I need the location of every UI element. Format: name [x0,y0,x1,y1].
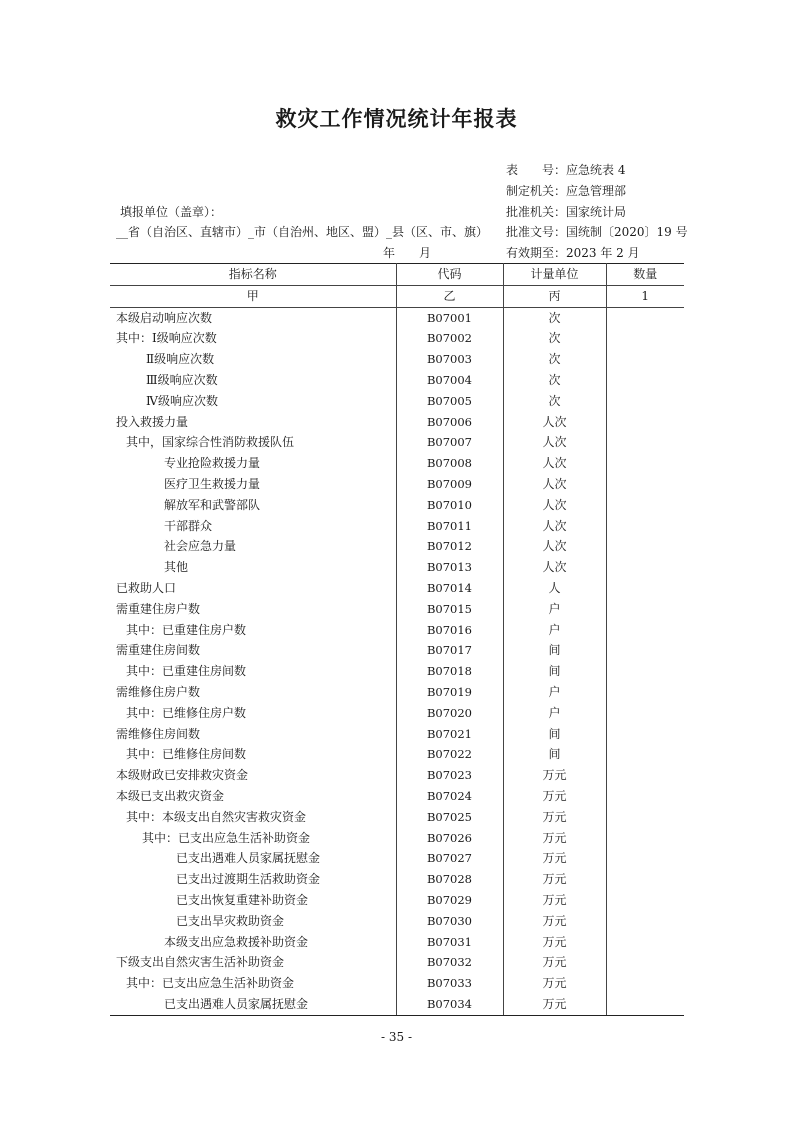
table-row [110,328,684,349]
indicator-name: 其中：已支出应急生活补助资金 [110,973,396,994]
indicator-unit: 间 [503,724,606,745]
indicator-name: 其他 [110,557,396,578]
approving-org: 批准机关：国家统计局 [506,205,627,219]
table-row [110,932,684,953]
quantity-cell[interactable] [606,848,684,869]
indicator-unit: 次 [503,391,606,412]
header-indicator: 指标名称 [110,264,396,286]
table-row [110,765,684,786]
quantity-cell[interactable] [606,516,684,537]
indicator-name: 干部群众 [110,516,396,537]
indicator-name: 已支出遇难人员家属抚慰金 [110,994,396,1015]
indicator-code: B07010 [396,495,503,516]
quantity-cell[interactable] [606,370,684,391]
indicator-code: B07018 [396,661,503,682]
table-row [110,786,684,807]
indicator-name: 需维修住房间数 [110,724,396,745]
table-row [110,828,684,849]
report-title: 救灾工作情况统计年报表 [275,106,518,131]
quantity-cell[interactable] [606,973,684,994]
indicator-unit: 次 [503,349,606,370]
table-row [110,661,684,682]
table-row [110,453,684,474]
table-row [110,640,684,661]
indicator-unit: 人次 [503,432,606,453]
indicator-name: 专业抢险救援力量 [110,453,396,474]
indicator-name: 已支出恢复重建补助资金 [110,890,396,911]
indicator-unit: 户 [503,703,606,724]
indicator-unit: 万元 [503,848,606,869]
indicator-name: 其中：已重建住房户数 [110,620,396,641]
table-row [110,620,684,641]
indicator-code: B07029 [396,890,503,911]
indicator-code: B07013 [396,557,503,578]
subheader-quantity: 1 [606,285,684,307]
indicator-unit: 万元 [503,807,606,828]
form-number: 表 号：应急统表 4 [506,163,626,177]
indicator-unit: 万元 [503,786,606,807]
indicator-name: 本级启动响应次数 [110,307,396,328]
table-row [110,911,684,932]
indicator-unit: 人次 [503,474,606,495]
quantity-cell[interactable] [606,890,684,911]
indicator-code: B07025 [396,807,503,828]
quantity-cell[interactable] [606,640,684,661]
indicator-unit: 人次 [503,453,606,474]
table-row [110,869,684,890]
header-quantity: 数量 [606,264,684,286]
indicator-code: B07004 [396,370,503,391]
indicator-unit: 次 [503,370,606,391]
indicator-name: 下级支出自然灾害生活补助资金 [110,952,396,973]
indicator-name: 本级支出应急救援补助资金 [110,932,396,953]
quantity-cell[interactable] [606,578,684,599]
indicator-name: 已支出遇难人员家属抚慰金 [110,848,396,869]
indicator-name: 需重建住房间数 [110,640,396,661]
indicator-name: 需重建住房户数 [110,599,396,620]
table-row [110,370,684,391]
indicator-code: B07014 [396,578,503,599]
indicator-name: Ⅲ级响应次数 [110,370,396,391]
quantity-cell[interactable] [606,307,684,328]
table-row [110,994,684,1015]
indicator-code: B07009 [396,474,503,495]
indicator-name: 本级财政已安排救灾资金 [110,765,396,786]
indicator-unit: 人次 [503,495,606,516]
indicator-name: 已支出过渡期生活救助资金 [110,869,396,890]
indicator-unit: 万元 [503,932,606,953]
table-row [110,412,684,433]
year-month-label: 年 月 [383,246,432,260]
indicator-unit: 万元 [503,911,606,932]
quantity-cell[interactable] [606,453,684,474]
indicator-name: 解放军和武警部队 [110,495,396,516]
indicator-code: B07001 [396,307,503,328]
indicator-unit: 万元 [503,869,606,890]
quantity-cell[interactable] [606,994,684,1015]
indicator-code: B07006 [396,412,503,433]
quantity-cell[interactable] [606,328,684,349]
subheader-indicator: 甲 [110,285,396,307]
quantity-cell[interactable] [606,474,684,495]
indicator-name: Ⅳ级响应次数 [110,391,396,412]
quantity-cell[interactable] [606,620,684,641]
indicator-unit: 人次 [503,557,606,578]
quantity-cell[interactable] [606,828,684,849]
quantity-cell[interactable] [606,536,684,557]
indicator-code: B07032 [396,952,503,973]
indicator-name: Ⅱ级响应次数 [110,349,396,370]
table-row [110,307,684,328]
quantity-cell[interactable] [606,744,684,765]
indicator-name: 已支出旱灾救助资金 [110,911,396,932]
indicator-unit: 间 [503,744,606,765]
issuing-org: 制定机关：应急管理部 [506,184,627,198]
indicator-unit: 人次 [503,536,606,557]
quantity-cell[interactable] [606,432,684,453]
indicator-name: 其中：已维修住房户数 [110,703,396,724]
indicator-code: B07021 [396,724,503,745]
quantity-cell[interactable] [606,724,684,745]
page-number: - 35 - [380,1030,412,1044]
indicator-name: 其中：本级支出自然灾害救灾资金 [110,807,396,828]
indicator-unit: 次 [503,328,606,349]
table-row [110,516,684,537]
indicator-code: B07033 [396,973,503,994]
statistics-table [110,263,684,1016]
table-row [110,474,684,495]
quantity-cell[interactable] [606,391,684,412]
indicator-name: 其中：已重建住房间数 [110,661,396,682]
indicator-unit: 万元 [503,973,606,994]
quantity-cell[interactable] [606,786,684,807]
indicator-name: 社会应急力量 [110,536,396,557]
quantity-cell[interactable] [606,703,684,724]
table-row [110,703,684,724]
indicator-code: B07011 [396,516,503,537]
quantity-cell[interactable] [606,599,684,620]
indicator-unit: 万元 [503,994,606,1015]
table-row [110,744,684,765]
quantity-cell[interactable] [606,807,684,828]
indicator-name: 其中：已支出应急生活补助资金 [110,828,396,849]
indicator-name: 需维修住房户数 [110,682,396,703]
indicator-code: B07031 [396,932,503,953]
indicator-unit: 人次 [503,516,606,537]
indicator-name: 医疗卫生救援力量 [110,474,396,495]
indicator-code: B07019 [396,682,503,703]
quantity-cell[interactable] [606,765,684,786]
indicator-code: B07016 [396,620,503,641]
quantity-cell[interactable] [606,661,684,682]
indicator-unit: 万元 [503,952,606,973]
indicator-code: B07002 [396,328,503,349]
indicator-code: B07026 [396,828,503,849]
table-row [110,557,684,578]
subheader-unit: 丙 [503,285,606,307]
indicator-unit: 次 [503,307,606,328]
subheader-code: 乙 [396,285,503,307]
table-row [110,682,684,703]
table-row [110,349,684,370]
indicator-code: B07015 [396,599,503,620]
table-row [110,578,684,599]
quantity-cell[interactable] [606,412,684,433]
indicator-unit: 人次 [503,412,606,433]
quantity-cell[interactable] [606,682,684,703]
region-line: __省（自治区、直辖市）_市（自治州、地区、盟）_县（区、市、旗） [116,225,489,239]
quantity-cell[interactable] [606,952,684,973]
indicator-code: B07024 [396,786,503,807]
indicator-code: B07008 [396,453,503,474]
quantity-cell[interactable] [606,932,684,953]
indicator-unit: 万元 [503,890,606,911]
indicator-unit: 人 [503,578,606,599]
indicator-name: 其中，国家综合性消防救援队伍 [110,432,396,453]
indicator-unit: 万元 [503,828,606,849]
indicator-code: B07005 [396,391,503,412]
quantity-cell[interactable] [606,495,684,516]
table-row [110,599,684,620]
indicator-unit: 户 [503,599,606,620]
quantity-cell[interactable] [606,911,684,932]
indicator-code: B07023 [396,765,503,786]
quantity-cell[interactable] [606,349,684,370]
indicator-code: B07028 [396,869,503,890]
reporting-unit-label: 填报单位（盖章）： [120,205,223,219]
table-row [110,848,684,869]
table-row [110,973,684,994]
indicator-unit: 户 [503,682,606,703]
valid-until: 有效期至：2023 年 2 月 [506,246,640,260]
indicator-code: B07003 [396,349,503,370]
table-row [110,536,684,557]
table-row [110,495,684,516]
indicator-code: B07027 [396,848,503,869]
table-row [110,432,684,453]
indicator-unit: 户 [503,620,606,641]
indicator-name: 其中：已维修住房间数 [110,744,396,765]
indicator-code: B07020 [396,703,503,724]
indicator-name: 投入救援力量 [110,412,396,433]
indicator-name: 已救助人口 [110,578,396,599]
indicator-code: B07030 [396,911,503,932]
table-row [110,890,684,911]
header-code: 代码 [396,264,503,286]
table-row [110,724,684,745]
indicator-unit: 间 [503,661,606,682]
table-row [110,391,684,412]
table-row [110,807,684,828]
indicator-code: B07034 [396,994,503,1015]
indicator-name: 其中：Ⅰ级响应次数 [110,328,396,349]
indicator-code: B07022 [396,744,503,765]
header-unit: 计量单位 [503,264,606,286]
indicator-code: B07012 [396,536,503,557]
indicator-code: B07007 [396,432,503,453]
indicator-name: 本级已支出救灾资金 [110,786,396,807]
indicator-code: B07017 [396,640,503,661]
quantity-cell[interactable] [606,869,684,890]
indicator-unit: 间 [503,640,606,661]
table-row [110,952,684,973]
quantity-cell[interactable] [606,557,684,578]
approval-number: 批准文号：国统制〔2020〕19 号 [506,225,688,239]
indicator-unit: 万元 [503,765,606,786]
